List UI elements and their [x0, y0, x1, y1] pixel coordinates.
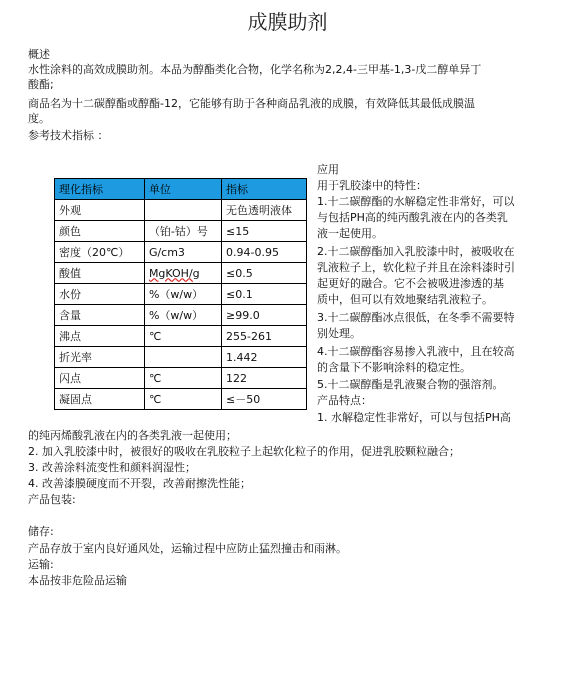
application-line: 2.十二碳醇酯加入乳胶漆中时，被吸收在	[317, 245, 515, 258]
table-row	[55, 326, 307, 347]
spec-table	[54, 178, 307, 410]
table-cell: ≤15	[221, 221, 306, 242]
table-row	[55, 305, 307, 326]
table-row	[55, 221, 307, 242]
table-cell: ≤－50	[221, 389, 306, 410]
transport-heading: 运输:	[28, 558, 54, 571]
storage-heading: 储存:	[28, 525, 54, 538]
table-cell: ≥99.0	[221, 305, 306, 326]
table-row	[55, 284, 307, 305]
table-row	[55, 389, 307, 410]
table-cell: 255-261	[221, 326, 306, 347]
application-line: 4.十二碳醇酯容易掺入乳液中，且在较高	[317, 345, 515, 358]
features-line: 的纯丙烯酸乳液在内的各类乳液一起使用；	[28, 429, 237, 442]
table-row	[55, 242, 307, 263]
table-cell: ≤0.1	[221, 284, 306, 305]
table-cell: 沸点	[55, 326, 145, 347]
column-header: 理化指标	[55, 179, 145, 200]
application-line: 1.十二碳醇酯的水解稳定性非常好，可以	[317, 195, 515, 208]
column-header: 单位	[144, 179, 221, 200]
table-cell: 颜色	[55, 221, 145, 242]
features-line: 2. 加入乳胶漆中时，被很好的吸收在乳胶粒子上起软化粒子的作用，促进乳胶颗粒融合；	[28, 445, 460, 458]
application-line: 5.十二碳醇酯是乳液聚合物的强溶剂。	[317, 378, 504, 391]
table-cell: ℃	[144, 326, 221, 347]
table-header-row	[55, 179, 307, 200]
application-line: 与包括PH高的纯丙酸乳液在内的各类乳	[317, 211, 508, 224]
overview-text: 酸酯;	[28, 78, 54, 91]
table-cell: 无色透明液体	[221, 200, 306, 221]
column-header: 指标	[221, 179, 306, 200]
table-row	[55, 347, 307, 368]
table-row	[55, 200, 307, 221]
storage-text: 产品存放于室内良好通风处，运输过程中应防止猛烈撞击和雨淋。	[28, 542, 347, 555]
table-cell	[144, 200, 221, 221]
overview-heading: 概述	[28, 48, 50, 61]
application-line: 液一起使用。	[317, 227, 383, 240]
table-cell: ≤0.5	[221, 263, 306, 284]
application-line: 的含量下不影响涂料的稳定性。	[317, 361, 471, 374]
application-line: 3.十二碳醇酯冰点很低，在冬季不需要特	[317, 311, 515, 324]
page-title: 成膜助剂	[247, 10, 328, 34]
table-cell: ℃	[144, 368, 221, 389]
table-cell: 水份	[55, 284, 145, 305]
table-cell: 含量	[55, 305, 145, 326]
table-cell: 密度（20℃）	[55, 242, 145, 263]
overview-text: 水性涂料的高效成膜助剂。本品为醇酯类化合物，化学名称为2,2,4-三甲基-1,3-戊二醇单异丁	[28, 63, 482, 76]
overview-text: 度。	[28, 112, 50, 125]
table-row	[55, 263, 307, 284]
table-cell: %（w/w）	[144, 305, 221, 326]
table-cell: 凝固点	[55, 389, 145, 410]
table-row	[55, 368, 307, 389]
features-heading: 产品特点：	[317, 394, 372, 407]
table-cell: 外观	[55, 200, 145, 221]
table-cell: 1.442	[221, 347, 306, 368]
application-line: 别处理。	[317, 327, 361, 340]
table-cell	[144, 347, 221, 368]
table-cell: （铂-钴）号	[144, 221, 221, 242]
reference-heading: 参考技术指标 ：	[28, 129, 109, 142]
application-line: 用于乳胶漆中的特性：	[317, 179, 427, 192]
table-cell: 酸值	[55, 263, 145, 284]
table-cell: %（w/w）	[144, 284, 221, 305]
table-cell: 闪点	[55, 368, 145, 389]
table-cell: 折光率	[55, 347, 145, 368]
table-cell: 122	[221, 368, 306, 389]
application-line: 质中，但可以有效地聚结乳液粒子。	[317, 293, 493, 306]
application-line: 起更好的融合。它不会被吸进渗透的基	[317, 277, 504, 290]
application-heading: 应用	[317, 163, 339, 176]
table-cell: MgKOH/g	[144, 263, 221, 284]
table-cell: ℃	[144, 389, 221, 410]
application-line: 乳液粒子上，软化粒子并且在涂料漆时引	[317, 261, 515, 274]
features-line: 3. 改善涂料流变性和颜料润湿性；	[28, 461, 196, 474]
table-cell: G/cm3	[144, 242, 221, 263]
packaging-heading: 产品包装:	[28, 493, 76, 506]
application-line: 1. 水解稳定性非常好，可以与包括PH高	[317, 411, 511, 424]
table-cell: 0.94-0.95	[221, 242, 306, 263]
overview-text: 商品名为十二碳醇酯或醇酯-12，它能够有助于各种商品乳液的成膜，有效降低其最低成膜温	[28, 97, 475, 110]
features-line: 4. 改善漆膜硬度而不开裂，改善耐擦洗性能；	[28, 477, 251, 490]
transport-text: 本品按非危险品运输	[28, 574, 127, 587]
